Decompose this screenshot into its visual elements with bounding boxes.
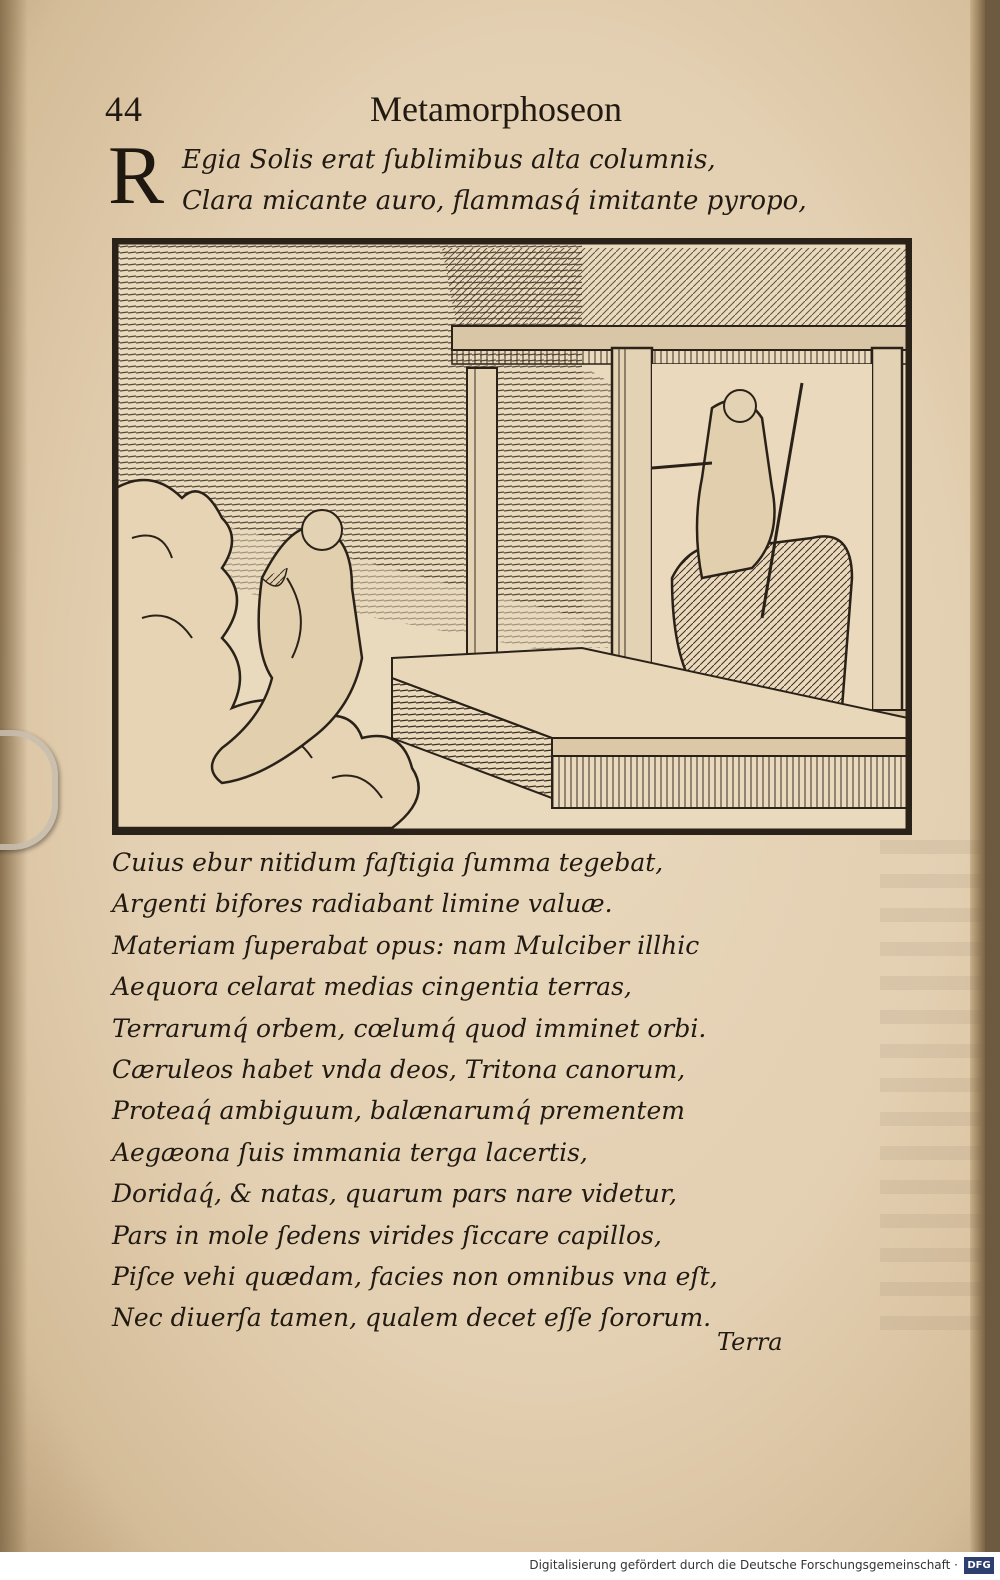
- page-number: 44: [105, 89, 143, 129]
- verse-line: Cuius ebur nitidum faſtigia ſumma tegebat,: [112, 848, 664, 877]
- verse-line: Pars in mole ſedens virides ſiccare capillos,: [112, 1220, 662, 1250]
- verse-line: Egia Solis erat ſublimibus alta columnis,: [182, 145, 716, 175]
- woodcut-illustration: [112, 238, 912, 835]
- verse-line: Argenti bifores radiabant limine valuæ.: [112, 889, 613, 919]
- running-head: [105, 88, 665, 132]
- catchword: Terra: [717, 1328, 783, 1356]
- verse-line: Materiam ſuperabat opus: nam Mulciber illhic: [112, 930, 700, 960]
- verse-line: Piſce vehi quædam, facies non omnibus vna eſt,: [112, 1261, 718, 1291]
- verse-line: Clara micante auro, flammasq́ imitante pyropo,: [182, 186, 807, 216]
- verse-block-main: [112, 842, 718, 1339]
- funding-notice: Digitalisierung gefördert durch die Deutsche Forschungsgemeinschaft ·: [529, 1558, 958, 1572]
- verse-line: Aegæona ſuis immania terga lacertis,: [112, 1137, 588, 1167]
- show-through-text: [880, 840, 985, 1340]
- verse-line: Terrarumq́ orbem, cœlumq́ quod imminet orbi.: [112, 1013, 707, 1043]
- dfg-logo: DFG: [964, 1557, 994, 1574]
- verse-line: Doridaq́, & natas, quarum pars nare videtur,: [112, 1179, 677, 1209]
- digitization-footer: [0, 1552, 1000, 1580]
- verse-line: Aequora celarat medias cingentia terras,: [112, 972, 632, 1002]
- verse-line: Proteaq́ ambiguum, balænarumq́ prementem: [112, 1096, 685, 1126]
- verse-block-top: [182, 140, 807, 222]
- verse-line: Nec diuerſa tamen, qualem decet eſſe ſororum.: [112, 1303, 712, 1333]
- woodcut-drawing: [112, 238, 912, 835]
- drop-cap: R: [108, 129, 165, 222]
- verse-line: Cæruleos habet vnda deos, Tritona canorum,: [112, 1054, 686, 1084]
- running-head-title: Metamorphoseon: [370, 89, 622, 129]
